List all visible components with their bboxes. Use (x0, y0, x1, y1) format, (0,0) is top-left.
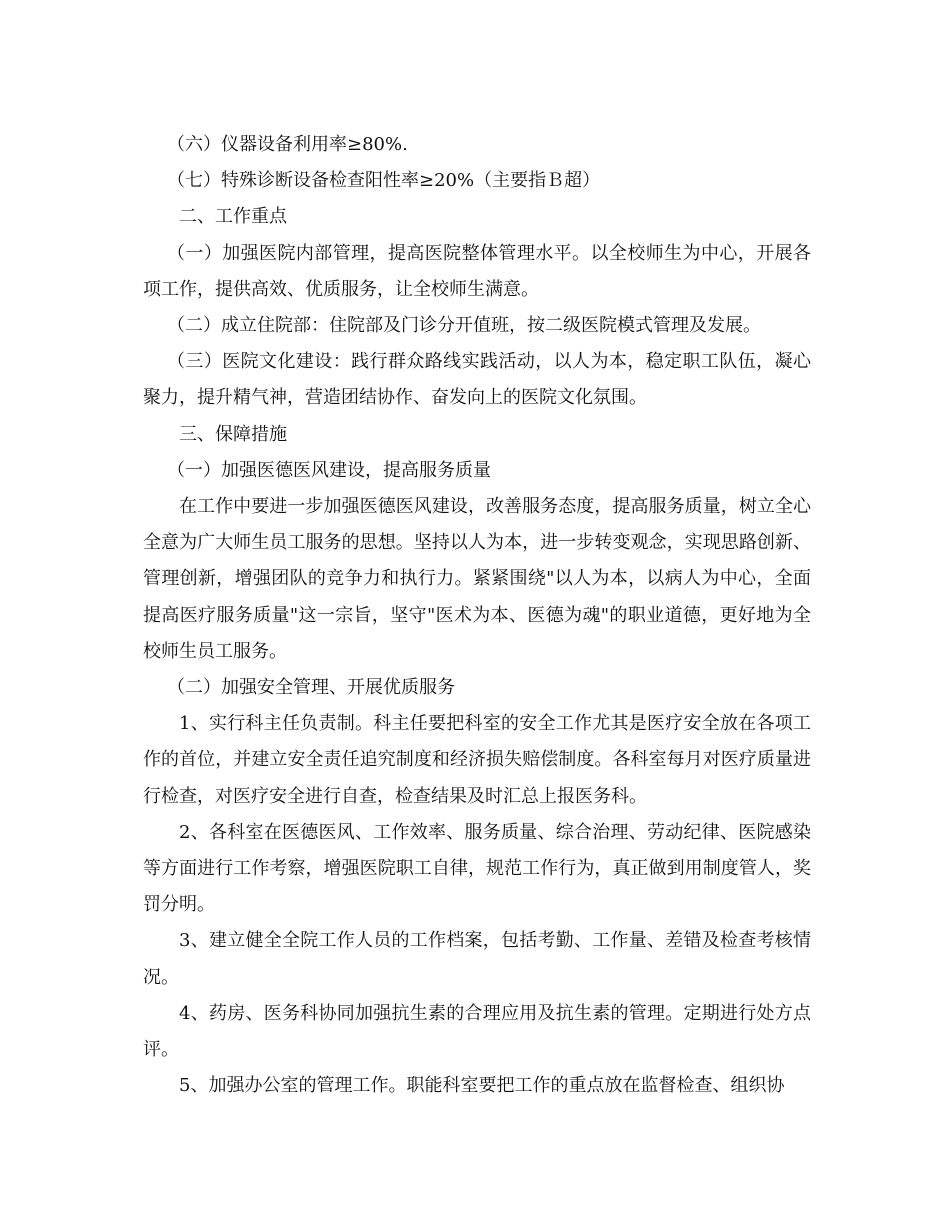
section-heading-work-focus: 二、工作重点 (179, 206, 287, 228)
subheading-ethics: （一）加强医德医风建设，提高服务质量 (167, 459, 491, 481)
subheading-safety: （二）加强安全管理、开展优质服务 (167, 677, 455, 699)
paragraph-ethics-body: 在工作中要进一步加强医德医风建设，改善服务态度，提高服务质量，树立全心全意为广大师生员工服务的思想。坚持以人为本，进一步转变观念，实现思路创新、管理创新，增强团队的竞争力和执行力。紧紧围绕"以人为本，以病人为中心，全面提高医疗服务质量"这一宗旨，坚守"医术为本、医德为魂"的职业道德，更好地为全校师生员工服务。 (143, 496, 811, 662)
paragraph-target-7: （七）特殊诊断设备检查阳性率≥20%（主要指Ｂ超） (167, 170, 601, 192)
paragraph-target-6: （六）仪器设备利用率≥80%. (167, 134, 408, 155)
paragraph-focus-1: （一）加强医院内部管理，提高医院整体管理水平。以全校师生为中心，开展各项工作，提供高效、优质服务，让全校师生满意。 (143, 242, 811, 300)
paragraph-focus-3: （三）医院文化建设：践行群众路线实践活动，以人为本，稳定职工队伍，凝心聚力，提升精气神，营造团结协作、奋发向上的医院文化氛围。 (143, 351, 811, 409)
paragraph-safety-1: 1、实行科主任负责制。科主任要把科室的安全工作尤其是医疗安全放在各项工作的首位，并建立安全责任追究制度和经济损失赔偿制度。各科室每月对医疗质量进行检查，对医疗安全进行自查，检查结果及时汇总上报医务科。 (143, 713, 811, 807)
section-heading-measures: 三、保障措施 (179, 423, 287, 445)
paragraph-safety-4: 4、药房、医务科协同加强抗生素的合理应用及抗生素的管理。定期进行处方点评。 (143, 1002, 811, 1061)
paragraph-safety-5: 5、加强办公室的管理工作。职能科室要把工作的重点放在监督检查、组织协 (179, 1075, 785, 1097)
paragraph-safety-2: 2、各科室在医德医风、工作效率、服务质量、综合治理、劳动纪律、医院感染等方面进行工作考察，增强医院职工自律，规范工作行为，真正做到用制度管人，奖罚分明。 (143, 821, 811, 916)
paragraph-focus-2: （二）成立住院部：住院部及门诊分开值班，按二级医院模式管理及发展。 (167, 315, 761, 337)
document-body (143, 127, 811, 1104)
paragraph-safety-3: 3、建立健全全院工作人员的工作档案，包括考勤、工作量、差错及检查考核情况。 (143, 930, 811, 988)
